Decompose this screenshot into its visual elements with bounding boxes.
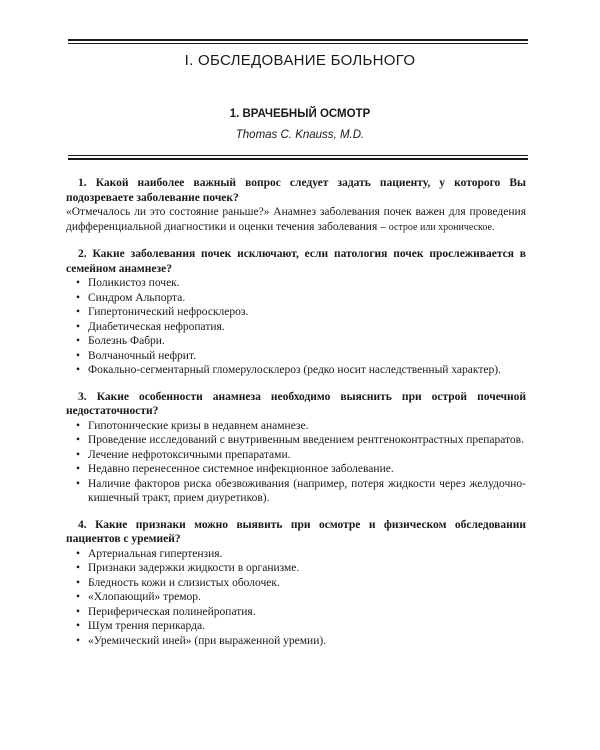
author-name: Thomas C. Knauss, M.D. bbox=[235, 129, 365, 141]
question-text: 2. Какие заболевания почек исключают, если патология почек прослеживается в семейном анамнезе? bbox=[66, 248, 526, 275]
list-item: • Диабетическая нефропатия. bbox=[76, 320, 526, 335]
list-item: • Бледность кожи и слизистых оболочек. bbox=[76, 576, 526, 591]
header-divider-thick bbox=[68, 158, 528, 160]
list-item: • Волчаночный нефрит. bbox=[76, 349, 526, 364]
answer-tail: острое или хроническое. bbox=[388, 221, 495, 233]
chapter-title: 1. ВРАЧЕБНЫЙ ОСМОТР bbox=[229, 108, 371, 120]
qa-block-2 bbox=[66, 247, 526, 378]
list-item: • «Хлопающий» тремор. bbox=[76, 590, 526, 605]
question-text: 3. Какие особенности анамнеза необходимо выяснить при острой почечной недостаточности? bbox=[66, 390, 526, 417]
list-item: • Синдром Альпорта. bbox=[76, 291, 526, 306]
top-rule-thick bbox=[68, 39, 528, 41]
qa-block-4 bbox=[66, 518, 526, 649]
list-item: • Гипертонический нефросклероз. bbox=[76, 305, 526, 320]
list-item: • Гипотонические кризы в недавнем анамнезе. bbox=[76, 419, 526, 434]
qa-block-1 bbox=[66, 176, 526, 235]
top-rule-thin bbox=[68, 43, 528, 44]
answer-main: «Отмечалось ли это состояние раньше?» Анамнез заболевания почек важен для проведения дифференциальной диагностики и оценки течения заболевания – bbox=[66, 206, 526, 233]
part-title: I. ОБСЛЕДОВАНИЕ БОЛЬНОГО bbox=[184, 52, 416, 69]
list-item: • Проведение исследований с внутривенным введением рентгеноконтрастных препаратов. bbox=[76, 433, 526, 448]
list-item: • Лечение нефротоксичными препаратами. bbox=[76, 448, 526, 463]
list-item: • Периферическая полинейропатия. bbox=[76, 605, 526, 620]
list-item: • Артериальная гипертензия. bbox=[76, 547, 526, 562]
list-item: • Признаки задержки жидкости в организме. bbox=[76, 561, 526, 576]
list-item: • Поликистоз почек. bbox=[76, 276, 526, 291]
answer-list bbox=[66, 419, 526, 506]
header-divider-thin bbox=[68, 155, 528, 156]
list-item: • Шум трения перикарда. bbox=[76, 619, 526, 634]
list-item: • Болезнь Фабри. bbox=[76, 334, 526, 349]
qa-content bbox=[66, 176, 526, 660]
list-item: • Фокально-сегментарный гломерулосклероз (редко носит наследственный характер). bbox=[76, 363, 526, 378]
question-text: 1. Какой наиболее важный вопрос следует задать пациенту, у которого Вы подозреваете заболевание почек? bbox=[66, 177, 526, 204]
list-item: • «Уремический иней» (при выраженной уремии). bbox=[76, 634, 526, 649]
list-item: • Наличие факторов риска обезвоживания (например, потеря жидкости через желудочно-кишечный тракт, прием диуретиков). bbox=[76, 477, 526, 506]
qa-block-3 bbox=[66, 390, 526, 506]
question-text: 4. Какие признаки можно выявить при осмотре и физическом обследовании пациентов с уремией? bbox=[66, 518, 526, 545]
list-item: • Недавно перенесенное системное инфекционное заболевание. bbox=[76, 462, 526, 477]
answer-list bbox=[66, 276, 526, 378]
answer-text bbox=[66, 205, 526, 235]
answer-list bbox=[66, 547, 526, 649]
